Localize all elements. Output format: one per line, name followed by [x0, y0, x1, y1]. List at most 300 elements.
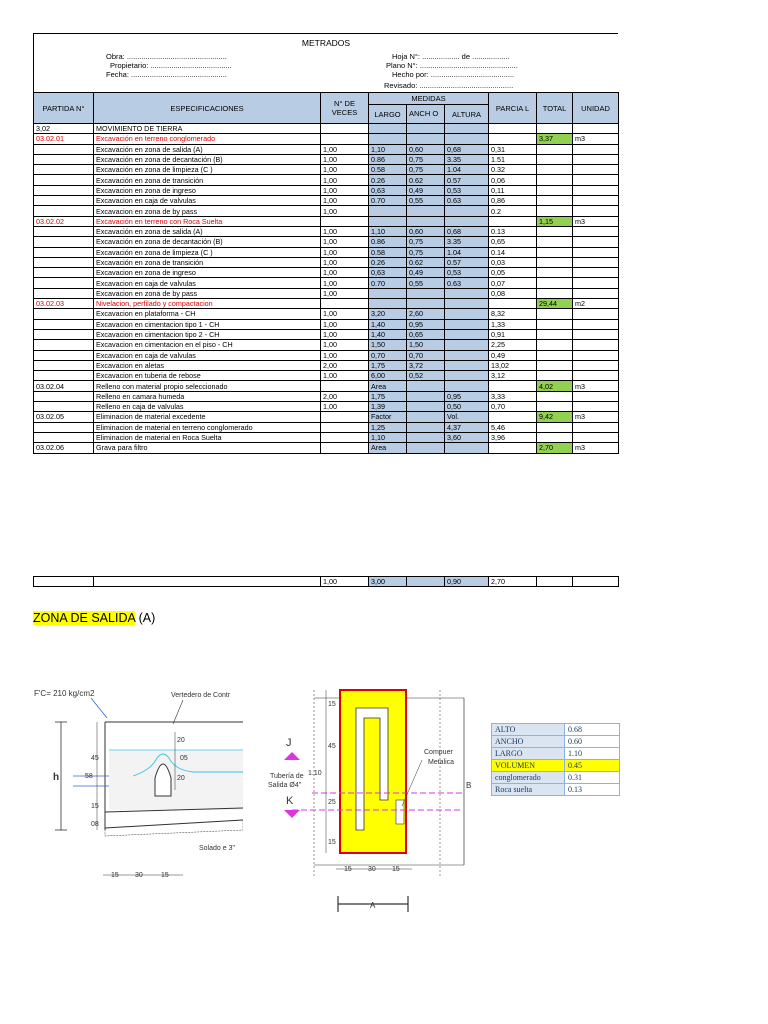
table-row — [34, 185, 619, 195]
cell-especificacion: Eliminacion de material en Roca Suelta — [94, 432, 321, 442]
salida-dimensions-legend — [491, 723, 620, 796]
cell-unidad — [573, 391, 619, 401]
base-15b: 15 — [392, 866, 400, 873]
table-row — [34, 206, 619, 216]
cell-unidad — [573, 340, 619, 350]
dim-20a: 20 — [177, 737, 185, 744]
cell-unidad — [573, 422, 619, 432]
table-row — [34, 237, 619, 247]
cell-total — [537, 175, 573, 185]
cell-parcial: 0.32 — [489, 165, 537, 175]
cell-total — [537, 340, 573, 350]
cell-parcial: 13,02 — [489, 360, 537, 370]
cell-ancho: 0,55 — [407, 196, 445, 206]
cell-partida — [34, 196, 94, 206]
legend-key: Roca suelta — [492, 784, 565, 796]
legend-value: 0.60 — [565, 736, 620, 748]
cell-ancho: 0,49 — [407, 268, 445, 278]
cell-veces — [321, 216, 369, 226]
extra-row — [34, 577, 619, 587]
cell-ancho: 0,75 — [407, 154, 445, 164]
legend-row — [492, 736, 620, 748]
cell-especificacion: Excavación en zona de decantación (B) — [94, 237, 321, 247]
legend-row — [492, 772, 620, 784]
cell-unidad — [573, 329, 619, 339]
cell-largo: 0.58 — [369, 165, 407, 175]
legend-row — [492, 760, 620, 772]
table-row — [34, 268, 619, 278]
cell-altura — [445, 371, 489, 381]
cell-unidad — [573, 247, 619, 257]
cell-partida — [34, 309, 94, 319]
table-row — [34, 144, 619, 154]
cell-largo: 1,75 — [369, 360, 407, 370]
cell-veces: 1,00 — [321, 340, 369, 350]
cell-partida — [34, 185, 94, 195]
cell-partida — [34, 350, 94, 360]
cell-especificacion: Relleno en caja de valvulas — [94, 402, 321, 412]
cell-partida — [34, 422, 94, 432]
cell-especificacion: Excavación en zona de decantación (B) — [94, 154, 321, 164]
cell-veces: 2,00 — [321, 360, 369, 370]
cell-largo: 1,10 — [369, 226, 407, 236]
cell-parcial: 2,70 — [489, 577, 537, 587]
cell-total — [537, 237, 573, 247]
cell-especificacion: Excavación en zona de limpieza (C ) — [94, 165, 321, 175]
cell-largo: Area — [369, 381, 407, 391]
cell-altura — [445, 443, 489, 453]
cell-especificacion: Excavación en zona de transición — [94, 175, 321, 185]
cell-veces — [321, 422, 369, 432]
cell-partida: 03.02.04 — [34, 381, 94, 391]
cell-total — [537, 124, 573, 134]
cell-total — [537, 185, 573, 195]
dim-15: 15 — [91, 803, 99, 810]
cell-largo — [369, 216, 407, 226]
cell-especificacion: Excavacion en tuberia de rebose — [94, 371, 321, 381]
cell-especificacion: Excavacion en zona de ingreso — [94, 185, 321, 195]
cell-altura: 0,53 — [445, 185, 489, 195]
cell-partida — [34, 278, 94, 288]
table-row — [34, 299, 619, 309]
cell-especificacion: Excavacion en zona de by pass — [94, 288, 321, 298]
legend-row — [492, 784, 620, 796]
legend-key: ALTO — [492, 724, 565, 736]
col-parcial: PARCIA L — [489, 93, 537, 124]
cell-altura: 0.63 — [445, 196, 489, 206]
hoja-field: Hoja N°: .................. de .................. — [392, 52, 510, 61]
cell-altura: 1.04 — [445, 165, 489, 175]
cell-parcial: 0,08 — [489, 288, 537, 298]
cell-partida: 03.02.01 — [34, 134, 94, 144]
cell-parcial — [489, 381, 537, 391]
cell-partida: 03.02.05 — [34, 412, 94, 422]
compuerta-label: Compuer — [424, 749, 453, 756]
cell-unidad — [573, 432, 619, 442]
cell-altura: 0.63 — [445, 278, 489, 288]
cell-largo: 0,70 — [369, 350, 407, 360]
cell-unidad: m3 — [573, 443, 619, 453]
cell-ancho — [407, 432, 445, 442]
cell-largo: 1,10 — [369, 144, 407, 154]
col-partida: PARTIDA N° — [34, 93, 94, 124]
cell-veces: 1,00 — [321, 309, 369, 319]
cell-total — [537, 329, 573, 339]
dim-15b: 15 — [328, 839, 336, 846]
legend-row — [492, 748, 620, 760]
cell-ancho: 0,75 — [407, 165, 445, 175]
metrados-table — [33, 92, 619, 454]
cell-unidad — [573, 402, 619, 412]
cell-especificacion: Excavacion en zona de by pass — [94, 206, 321, 216]
cell-veces: 1,00 — [321, 226, 369, 236]
dim-08: 08 — [91, 821, 99, 828]
table-row — [34, 412, 619, 422]
cell-ancho — [407, 288, 445, 298]
legend-row — [492, 724, 620, 736]
cell-total — [537, 257, 573, 267]
cell-altura: 3,60 — [445, 432, 489, 442]
cell-veces: 1,00 — [321, 278, 369, 288]
cell-ancho: 0,52 — [407, 371, 445, 381]
cell-veces: 1,00 — [321, 350, 369, 360]
cell-parcial — [489, 124, 537, 134]
cell-unidad — [573, 144, 619, 154]
cell-ancho — [407, 443, 445, 453]
cell-ancho: 0,60 — [407, 144, 445, 154]
cell-unidad — [573, 278, 619, 288]
obra-field: Obra: ................................................ — [106, 52, 227, 61]
cell-total — [537, 288, 573, 298]
cell-partida: 03.02.03 — [34, 299, 94, 309]
cell-veces: 1,00 — [321, 371, 369, 381]
cell-ancho: 3,72 — [407, 360, 445, 370]
cell-altura: 1.04 — [445, 247, 489, 257]
cell-parcial — [489, 412, 537, 422]
cell-largo: 0,63 — [369, 268, 407, 278]
legend-value: 0.68 — [565, 724, 620, 736]
cell-ancho — [407, 206, 445, 216]
col-largo: LARGO — [369, 105, 407, 124]
tuberia-label: Tubería de — [270, 773, 304, 780]
solado-label: Solado e 3" — [199, 845, 235, 852]
cell-largo: 0.86 — [369, 154, 407, 164]
cell-total — [537, 196, 573, 206]
cell-parcial: 0,86 — [489, 196, 537, 206]
cell-parcial: 3,12 — [489, 371, 537, 381]
table-row — [34, 154, 619, 164]
cell-veces: 1,00 — [321, 144, 369, 154]
cell-altura — [445, 329, 489, 339]
cell-total — [537, 165, 573, 175]
col-medidas: MEDIDAS — [369, 93, 489, 105]
table-row — [34, 422, 619, 432]
cell-largo: 6,00 — [369, 371, 407, 381]
cell-veces: 1,00 — [321, 247, 369, 257]
cell-unidad — [573, 319, 619, 329]
legend-value: 0.13 — [565, 784, 620, 796]
cell-altura: 0,90 — [445, 577, 489, 587]
cell-altura — [445, 350, 489, 360]
cell-especificacion: Excavación en terreno conglomerado — [94, 134, 321, 144]
dim-b: B — [466, 781, 472, 790]
table-row — [34, 165, 619, 175]
cell-partida — [34, 165, 94, 175]
cell-especificacion: Excavación en zona de limpieza (C ) — [94, 247, 321, 257]
col-especificaciones: ESPECIFICACIONES — [94, 93, 321, 124]
section-k-label: K — [286, 795, 294, 807]
cell-ancho — [407, 391, 445, 401]
caption-rest: (A) — [135, 611, 156, 625]
cell-unidad — [573, 360, 619, 370]
cell-altura: 0.57 — [445, 257, 489, 267]
cell-ancho: 0,75 — [407, 247, 445, 257]
base-15a: 15 — [111, 872, 119, 879]
cell-veces: 1,00 — [321, 196, 369, 206]
sheet-title: METRADOS — [301, 38, 351, 48]
cell-veces: 1,00 — [321, 175, 369, 185]
cell-partida — [34, 175, 94, 185]
cell-partida — [34, 154, 94, 164]
propietario-field: Propietario: ....................................... — [110, 61, 232, 70]
caption-highlight: ZONA DE SALIDA — [33, 611, 136, 625]
cell-unidad: m3 — [573, 216, 619, 226]
revisado-field: Revisado: ............................................. — [384, 81, 514, 90]
cell-veces: 1,00 — [321, 288, 369, 298]
cell-parcial: 1,33 — [489, 319, 537, 329]
cell-parcial: 0,03 — [489, 257, 537, 267]
legend-value: 0.31 — [565, 772, 620, 784]
fc-label: F'C= 210 kg/cm2 — [34, 689, 95, 698]
h-dimension: h — [53, 772, 60, 783]
cell-especificacion: Excavacion en caja de valvulas — [94, 278, 321, 288]
cell-ancho — [407, 381, 445, 391]
cell-partida — [34, 319, 94, 329]
cell-veces: 1,00 — [321, 237, 369, 247]
dim-110: 1.10 — [308, 770, 322, 777]
cell-veces — [321, 432, 369, 442]
cell-unidad — [573, 196, 619, 206]
cell-parcial — [489, 216, 537, 226]
cell-partida: 3,02 — [34, 124, 94, 134]
cell-unidad: m2 — [573, 299, 619, 309]
legend-value: 1.10 — [565, 748, 620, 760]
cell-veces: 1,00 — [321, 402, 369, 412]
cell-especificacion: Excavación en zona de transición — [94, 257, 321, 267]
cell-ancho: 0,75 — [407, 237, 445, 247]
cell-unidad: m3 — [573, 381, 619, 391]
cell-veces: 1,00 — [321, 206, 369, 216]
cell-largo: 1,40 — [369, 329, 407, 339]
cell-parcial: 3,33 — [489, 391, 537, 401]
cell-total — [537, 226, 573, 236]
cell-total — [537, 391, 573, 401]
table-row — [34, 134, 619, 144]
cell-altura — [445, 299, 489, 309]
cell-veces — [321, 134, 369, 144]
cell-largo: Area — [369, 443, 407, 453]
cell-altura — [445, 381, 489, 391]
cell-total — [537, 154, 573, 164]
cell-partida — [34, 288, 94, 298]
cell-largo: 3,20 — [369, 309, 407, 319]
cell-veces — [321, 381, 369, 391]
table-row — [34, 391, 619, 401]
cell-especificacion: Excavacion en plataforma - CH — [94, 309, 321, 319]
cell-ancho: 0.62 — [407, 257, 445, 267]
cell-largo: 0.26 — [369, 175, 407, 185]
metrados-sheet — [33, 33, 618, 587]
cell-especificacion: MOVIMIENTO DE TIERRA — [94, 124, 321, 134]
cell-partida — [34, 391, 94, 401]
table-row — [34, 124, 619, 134]
cell-ancho: 0,65 — [407, 329, 445, 339]
cell-total: 29,44 — [537, 299, 573, 309]
cell-largo: 0.26 — [369, 257, 407, 267]
cell-ancho: 0,70 — [407, 350, 445, 360]
table-row — [34, 402, 619, 412]
cell-unidad — [573, 268, 619, 278]
table-row — [34, 175, 619, 185]
table-row — [34, 381, 619, 391]
cell-total: 4,02 — [537, 381, 573, 391]
col-veces: N° DE VECES — [321, 93, 369, 124]
cell-unidad — [573, 257, 619, 267]
vertedero-label: Vertedero de Contr — [171, 692, 231, 699]
cell-total — [537, 422, 573, 432]
cell-unidad — [573, 309, 619, 319]
base-30: 30 — [368, 866, 376, 873]
cell-especificacion — [94, 577, 321, 587]
cell-total: 9,42 — [537, 412, 573, 422]
cell-ancho — [407, 402, 445, 412]
section-j-label: J — [286, 737, 292, 749]
cell-largo: 1,50 — [369, 340, 407, 350]
cell-veces — [321, 443, 369, 453]
cell-especificacion: Relleno con material propio seleccionado — [94, 381, 321, 391]
cell-total — [537, 360, 573, 370]
legend-key: ANCHO — [492, 736, 565, 748]
cell-partida — [34, 340, 94, 350]
cell-veces: 1,00 — [321, 319, 369, 329]
cell-ancho: 0,49 — [407, 185, 445, 195]
table-row — [34, 329, 619, 339]
salida-label: Salida Ø4" — [268, 782, 302, 789]
hecho-field: Hecho por: ........................................ — [392, 70, 515, 79]
dim-20b: 20 — [177, 775, 185, 782]
cell-unidad — [573, 154, 619, 164]
cell-especificacion: Relleno en camara humeda — [94, 391, 321, 401]
cell-unidad — [573, 175, 619, 185]
cell-total — [537, 278, 573, 288]
dim-05: 05 — [180, 755, 188, 762]
cell-largo: 1,40 — [369, 319, 407, 329]
cell-partida — [34, 360, 94, 370]
col-ancho: ANCH O — [407, 105, 445, 124]
table-row — [34, 360, 619, 370]
cell-veces: 1,00 — [321, 577, 369, 587]
cell-veces — [321, 124, 369, 134]
table-row — [34, 257, 619, 267]
table-row — [34, 309, 619, 319]
cell-ancho: 0,55 — [407, 278, 445, 288]
cell-ancho: 0.62 — [407, 175, 445, 185]
cell-largo: 0,63 — [369, 185, 407, 195]
cell-parcial: 3,96 — [489, 432, 537, 442]
cell-altura — [445, 340, 489, 350]
cell-unidad: m3 — [573, 134, 619, 144]
cell-largo — [369, 124, 407, 134]
cell-veces: 1,00 — [321, 185, 369, 195]
cell-especificacion: Excavación en zona de salida (A) — [94, 144, 321, 154]
cell-partida — [34, 226, 94, 236]
cell-total — [537, 350, 573, 360]
cell-ancho — [407, 422, 445, 432]
col-unidad: UNIDAD — [573, 93, 619, 124]
cell-partida: 03.02.02 — [34, 216, 94, 226]
base-30: 30 — [135, 872, 143, 879]
cell-largo — [369, 134, 407, 144]
cell-altura — [445, 309, 489, 319]
salida-section-drawing — [33, 680, 243, 880]
cell-total — [537, 247, 573, 257]
cell-largo — [369, 288, 407, 298]
table-row — [34, 319, 619, 329]
cell-largo: 1,10 — [369, 432, 407, 442]
cell-altura: 4,37 — [445, 422, 489, 432]
cell-ancho: 1,50 — [407, 340, 445, 350]
cell-veces: 1,00 — [321, 329, 369, 339]
cell-largo: 3,00 — [369, 577, 407, 587]
cell-partida — [34, 237, 94, 247]
cell-especificacion: Excavacion en cimentacion tipo 1 - CH — [94, 319, 321, 329]
cell-unidad — [573, 288, 619, 298]
cell-unidad — [573, 226, 619, 236]
cell-altura — [445, 216, 489, 226]
cell-parcial — [489, 299, 537, 309]
cell-especificacion: Grava para filtro — [94, 443, 321, 453]
table-row — [34, 443, 619, 453]
cell-altura: 0.57 — [445, 175, 489, 185]
cell-largo — [369, 299, 407, 309]
cell-total — [537, 402, 573, 412]
cell-partida — [34, 371, 94, 381]
legend-key: LARGO — [492, 748, 565, 760]
cell-veces: 1,00 — [321, 154, 369, 164]
cell-unidad — [573, 165, 619, 175]
cell-parcial: 0.14 — [489, 247, 537, 257]
cell-total: 3,37 — [537, 134, 573, 144]
cell-ancho — [407, 216, 445, 226]
cell-total — [537, 206, 573, 216]
cell-parcial: 1.51 — [489, 154, 537, 164]
cell-parcial: 0.13 — [489, 226, 537, 236]
cell-ancho — [407, 412, 445, 422]
cell-largo: 1,75 — [369, 391, 407, 401]
cell-largo — [369, 206, 407, 216]
table-row — [34, 196, 619, 206]
cell-partida — [34, 268, 94, 278]
extra-table — [33, 576, 619, 587]
cell-partida: 03.02.06 — [34, 443, 94, 453]
cell-total: 1,15 — [537, 216, 573, 226]
cell-largo: 0.70 — [369, 196, 407, 206]
dim-58: 58 — [85, 773, 93, 780]
cell-parcial: 0,07 — [489, 278, 537, 288]
cell-ancho: 0,95 — [407, 319, 445, 329]
cell-total — [537, 268, 573, 278]
base-15a: 15 — [344, 866, 352, 873]
